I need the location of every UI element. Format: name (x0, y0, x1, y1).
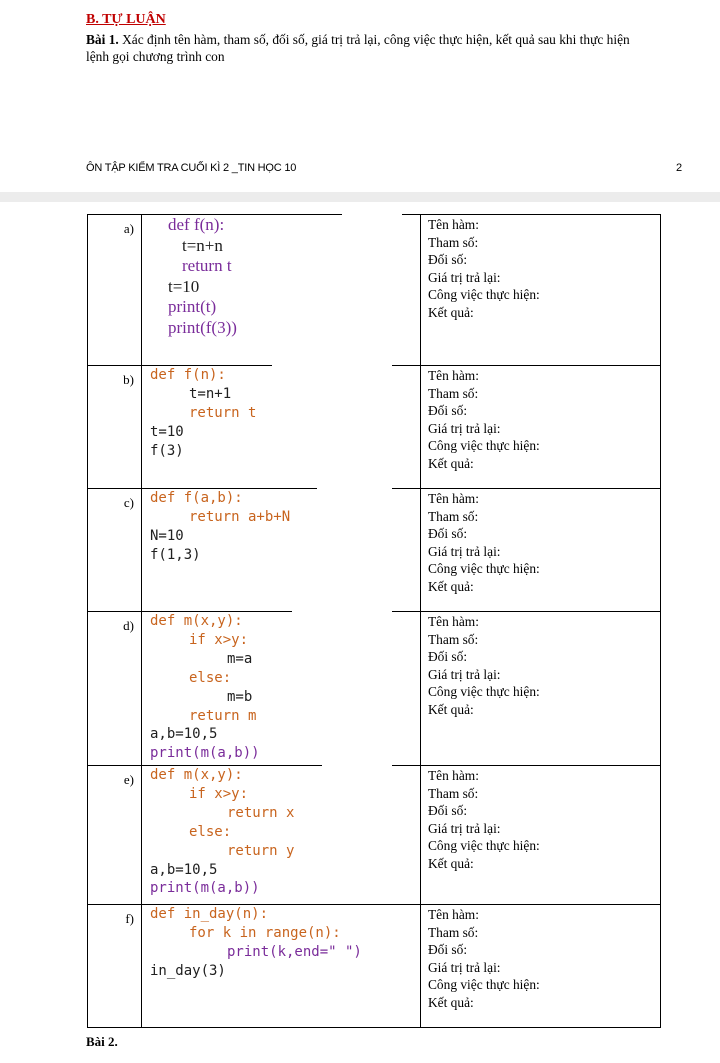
section-heading: B. TỰ LUẬN (86, 12, 166, 27)
answer-fields (421, 612, 661, 766)
problem-label: c) (88, 489, 142, 612)
field-parameters: Tham số: (428, 234, 479, 250)
exercise-1-label: Bài 1. (86, 32, 119, 47)
field-task: Công việc thực hiện: (428, 287, 540, 302)
code-line: def f(n): (168, 215, 225, 234)
code-line: t=n+n (182, 235, 223, 255)
page-footer-title: ÔN TẬP KIỂM TRA CUỐI KÌ 2 _TIN HỌC 10 (86, 162, 297, 174)
code-line: print(f(3)) (168, 317, 237, 337)
field-task: Công việc thực hiện: (428, 438, 540, 453)
field-task: Công việc thực hiện: (428, 977, 540, 992)
code-line: def m(x,y): (150, 613, 243, 629)
problem-label: e) (88, 766, 142, 905)
exercise-2-label: Bài 2. (86, 1034, 118, 1049)
problem-label: b) (88, 366, 142, 489)
page-number: 2 (676, 162, 683, 174)
field-arguments: Đối số: (428, 403, 468, 418)
exercise-table (87, 214, 661, 1028)
field-result: Kết quả: (428, 701, 474, 717)
field-function-name: Tên hàm: (428, 368, 479, 383)
scan-mask (292, 610, 392, 613)
code-line: a,b=10,5 (150, 861, 218, 878)
code-line: return t (189, 404, 257, 421)
field-function-name: Tên hàm: (428, 907, 479, 922)
field-return-value: Giá trị trả lại: (428, 543, 501, 559)
field-function-name: Tên hàm: (428, 491, 479, 506)
field-arguments: Đối số: (428, 252, 468, 267)
code-line: t=n+1 (189, 385, 232, 402)
answer-fields (421, 366, 661, 489)
code-line: if x>y: (189, 631, 249, 648)
code-line: print(k,end=" ") (227, 943, 362, 960)
code-line: t=10 (150, 423, 184, 440)
field-function-name: Tên hàm: (428, 614, 479, 629)
table-row (88, 612, 661, 766)
field-return-value: Giá trị trả lại: (428, 959, 501, 975)
page-break (0, 192, 720, 202)
answer-fields (421, 215, 661, 366)
exercise-1-text: Xác định tên hàm, tham số, đối số, giá trị trả lại, công việc thực hiện, kết quả sau khi thực hiện lệnh gọi chương trình con (86, 32, 630, 64)
problem-label: d) (88, 612, 142, 766)
code-line: if x>y: (189, 785, 249, 802)
table-row (88, 215, 661, 366)
field-return-value: Giá trị trả lại: (428, 420, 501, 436)
scan-mask (342, 213, 402, 216)
field-parameters: Tham số: (428, 785, 479, 801)
field-parameters: Tham số: (428, 924, 479, 940)
code-cell (142, 215, 421, 366)
code-line: for k in range(n): (189, 924, 341, 941)
field-parameters: Tham số: (428, 631, 479, 647)
field-return-value: Giá trị trả lại: (428, 820, 501, 836)
code-line: a,b=10,5 (150, 726, 218, 743)
code-line: print(m(a,b)) (150, 880, 260, 897)
field-arguments: Đối số: (428, 649, 468, 664)
code-cell (142, 766, 421, 905)
code-line: print(m(a,b)) (150, 745, 260, 762)
field-result: Kết quả: (428, 855, 474, 871)
field-arguments: Đối số: (428, 526, 468, 541)
table-row (88, 905, 661, 1028)
exercise-1-prompt (86, 31, 646, 65)
code-line: def in_day(n): (150, 906, 269, 922)
code-line: def f(n): (150, 367, 226, 383)
field-result: Kết quả: (428, 304, 474, 320)
field-task: Công việc thực hiện: (428, 561, 540, 576)
scan-mask (317, 487, 392, 490)
field-task: Công việc thực hiện: (428, 684, 540, 699)
field-arguments: Đối số: (428, 942, 468, 957)
code-line: m=a (227, 650, 253, 667)
field-function-name: Tên hàm: (428, 217, 479, 232)
code-line: in_day(3) (150, 962, 226, 979)
field-task: Công việc thực hiện: (428, 838, 540, 853)
table-row (88, 366, 661, 489)
scan-mask (322, 764, 392, 767)
code-line: return x (227, 804, 295, 821)
code-cell (142, 366, 421, 489)
code-line: def m(x,y): (150, 767, 243, 783)
code-line: def f(a,b): (150, 490, 243, 506)
field-result: Kết quả: (428, 994, 474, 1010)
scan-mask (272, 364, 392, 367)
field-return-value: Giá trị trả lại: (428, 269, 501, 285)
field-parameters: Tham số: (428, 508, 479, 524)
code-line: else: (189, 823, 232, 840)
field-function-name: Tên hàm: (428, 768, 479, 783)
code-line: f(1,3) (150, 546, 201, 563)
answer-fields (421, 905, 661, 1028)
table-row (88, 766, 661, 905)
field-result: Kết quả: (428, 455, 474, 471)
code-line: print(t) (168, 297, 217, 316)
answer-fields (421, 489, 661, 612)
field-arguments: Đối số: (428, 803, 468, 818)
problem-label: f) (88, 905, 142, 1028)
code-cell (142, 612, 421, 766)
code-line: N=10 (150, 527, 184, 544)
code-line: t=10 (168, 276, 200, 296)
code-line: else: (189, 669, 232, 686)
code-line: return t (182, 256, 232, 275)
code-cell (142, 905, 421, 1028)
code-line: m=b (227, 688, 253, 705)
field-parameters: Tham số: (428, 385, 479, 401)
answer-fields (421, 766, 661, 905)
problem-label: a) (88, 215, 142, 366)
field-result: Kết quả: (428, 578, 474, 594)
table-row (88, 489, 661, 612)
code-line: f(3) (150, 442, 184, 459)
code-line: return a+b+N (189, 508, 291, 525)
field-return-value: Giá trị trả lại: (428, 666, 501, 682)
code-line: return y (227, 842, 295, 859)
code-cell (142, 489, 421, 612)
code-line: return m (189, 707, 257, 724)
